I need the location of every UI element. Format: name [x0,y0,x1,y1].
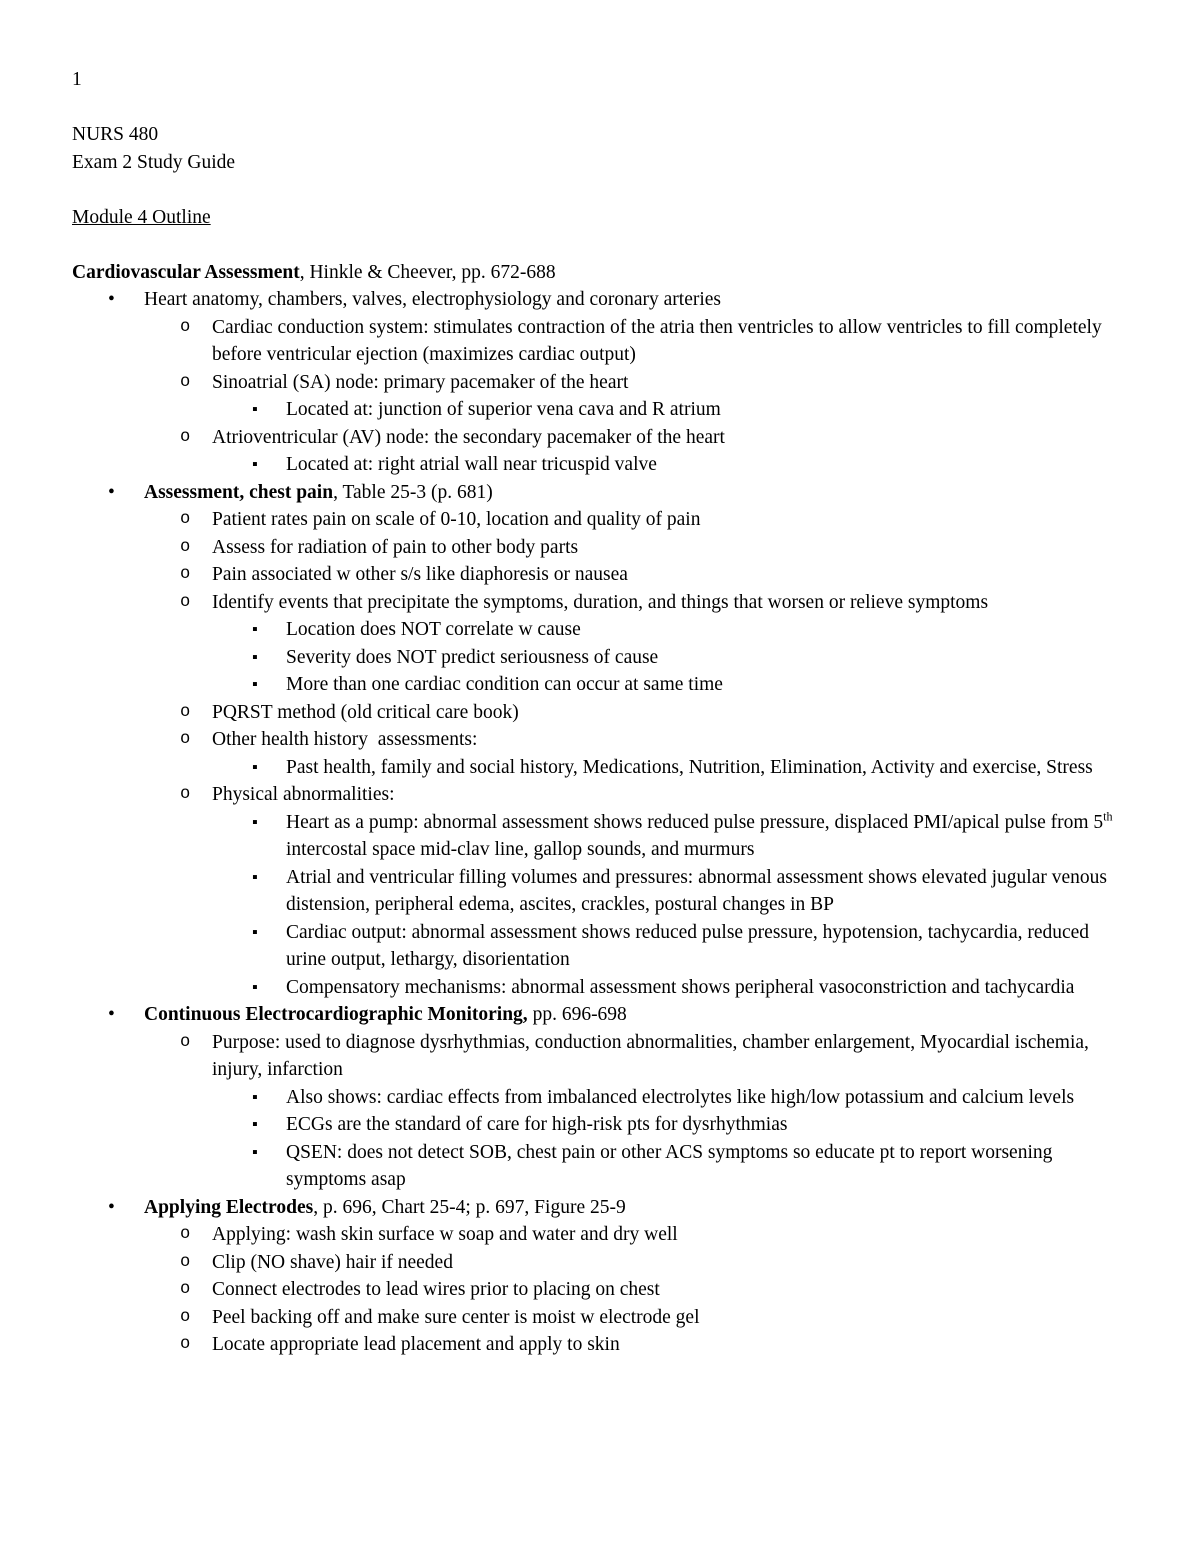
text-run: intercostal space mid-clav line, gallop sounds, and murmurs [286,811,1118,860]
bullet-item-level-3 [72,1084,1130,1112]
text-run: Sinoatrial (SA) node: primary pacemaker of the heart [212,371,629,393]
text-run: ECGs are the standard of care for high-risk pts for dysrhythmias [286,1114,788,1135]
bullet-item-level-3 [72,974,1130,1002]
bullet-item-level-2 [72,534,1130,562]
text-run: Cardiac output: abnormal assessment shows reduced pulse pressure, hypotension, tachycardia, reduced urine output, lethargy, disorientation [286,921,1094,970]
bullet-marker-level-2: o [180,317,191,337]
text-run: Locate appropriate lead placement and apply to skin [212,1334,620,1355]
text-run: Applying: wash skin surface w soap and water and dry well [212,1224,678,1245]
bullet-marker-level-3: ▪ [252,401,258,418]
text-run: PQRST method (old critical care book) [212,701,519,723]
bullet-item-level-3 [72,451,1130,479]
text-run: Heart as a pump: abnormal assessment shows reduced pulse pressure, displaced PMI/apical pulse from 5 [286,811,1104,833]
bullet-marker-level-3: ▪ [252,1143,258,1161]
text-run: Clip (NO shave) hair if needed [212,1251,453,1273]
text-run: pp. 696-698 [527,1004,627,1025]
page-number [72,66,1130,94]
bullet-marker-level-3: ▪ [252,813,258,831]
bullet-marker-level-2: o [180,785,191,804]
bullet-item-level-2 [72,726,1130,754]
bullet-item-level-3 [72,754,1130,782]
bullet-item-level-3 [72,1139,1130,1194]
text-run: Compensatory mechanisms: abnormal assessment shows peripheral vasoconstriction and tachycardia [286,976,1075,998]
text-run: Also shows: cardiac effects from imbalanced electrolytes like high/low potassium and calcium levels [286,1086,1075,1108]
bullet-item-level-3 [72,644,1130,672]
course-code [72,121,1130,149]
bullet-marker-level-2: o [180,1280,191,1299]
bullet-item-level-3 [72,864,1130,919]
text-run: Location does NOT correlate w cause [286,619,581,640]
text-run: , Hinkle & Cheever, pp. 672-688 [299,261,556,283]
bullet-item-level-2 [72,1331,1130,1359]
text-run: Atrial and ventricular filling volumes and pressures: abnormal assessment shows elevated jugular venous distension, peripheral edema, ascites, crackles, postural changes in BP [286,866,1112,915]
bullet-marker-level-2: o [180,1032,191,1052]
text-run: Assess for radiation of pain to other body parts [212,536,579,558]
bullet-marker-level-2: o [180,372,191,392]
bullet-item-level-1 [72,479,1130,507]
bullet-marker-level-1: • [108,481,115,503]
bullet-marker-level-3: ▪ [252,758,258,776]
bullet-marker-level-3: ▪ [252,648,258,666]
text-run: Identify events that precipitate the symptoms, duration, and things that worsen or relieve symptoms [212,591,989,613]
bullet-item-level-2 [72,1249,1130,1277]
bullet-item-level-3 [72,616,1130,644]
text-run: Severity does NOT predict seriousness of cause [286,646,659,668]
text-run: , p. 696, Chart 25-4; p. 697, Figure 25-9 [313,1196,626,1218]
text-run: Assessment, chest pain [144,481,334,503]
bullet-marker-level-2: o [180,510,191,529]
bullet-marker-level-3: ▪ [252,923,258,941]
bullet-item-level-3 [72,809,1130,864]
bullet-marker-level-3: ▪ [252,1088,258,1106]
bullet-marker-level-2: o [180,1307,191,1327]
text-run: Pain associated w other s/s like diaphoresis or nausea [212,564,628,585]
text-run: QSEN: does not detect SOB, chest pain or other ACS symptoms so educate pt to report worsening symptoms asap [286,1141,1058,1190]
bullet-item-level-2 [72,369,1130,397]
text-run: Past health, family and social history, Medications, Nutrition, Elimination, Activity and exercise, Stress [286,756,1093,778]
bullet-marker-level-1: • [108,1004,115,1025]
text-run: , Table 25-3 (p. 681) [333,481,493,503]
bullet-marker-level-3: ▪ [252,1116,258,1133]
bullet-item-level-3 [72,671,1130,699]
bullet-item-level-2 [72,561,1130,589]
text-run: Cardiovascular Assessment [72,261,300,283]
bullet-item-level-2 [72,1304,1130,1332]
bullet-item-level-2 [72,506,1130,534]
bullet-marker-level-2: o [180,702,191,722]
blank-line [72,94,1130,122]
bullet-marker-level-3: ▪ [252,676,258,693]
text-run: More than one cardiac condition can occur at same time [286,674,723,695]
bullet-item-level-2 [72,1276,1130,1304]
text-run: Atrioventricular (AV) node: the secondary pacemaker of the heart [212,426,725,448]
bullet-item-level-2 [72,1221,1130,1249]
text-run: 1 [72,69,82,90]
text-run: Continuous Electrocardiographic Monitoring, [144,1004,528,1025]
bullet-item-level-1 [72,1194,1130,1222]
bullet-item-level-3 [72,1111,1130,1139]
bullet-marker-level-2: o [180,537,191,557]
bullet-item-level-2 [72,424,1130,452]
text-run: Peel backing off and make sure center is moist w electrode gel [212,1306,700,1328]
bullet-item-level-3 [72,919,1130,974]
bullet-marker-level-3: ▪ [252,621,258,638]
bullet-item-level-3 [72,396,1130,424]
text-run: Located at: junction of superior vena cava and R atrium [286,399,721,420]
module-outline-heading [72,204,1130,232]
text-run: Heart anatomy, chambers, valves, electrophysiology and coronary arteries [144,289,722,310]
text-run: Module 4 Outline [72,206,211,228]
bullet-item-level-2 [72,589,1130,617]
bullet-marker-level-2: o [180,1225,191,1244]
text-run: Physical abnormalities: [212,784,395,805]
guide-title [72,149,1130,177]
bullet-marker-level-2: o [180,592,191,612]
text-run: th [1103,809,1113,823]
blank-line [72,176,1130,204]
text-run: NURS 480 [72,124,159,145]
bullet-marker-level-1: • [108,289,115,310]
bullet-marker-level-3: ▪ [252,456,258,473]
text-run: Cardiac conduction system: stimulates contraction of the atria then ventricles to allow ventricles to fill completely before ventricular ejection (maximizes cardiac output) [212,316,1107,365]
text-run: Other health history assessments: [212,729,478,750]
topic-heading [72,259,1130,287]
text-run: Applying Electrodes [144,1196,314,1218]
bullet-marker-level-2: o [180,427,191,447]
text-run: Patient rates pain on scale of 0-10, location and quality of pain [212,509,701,530]
bullet-item-level-2 [72,314,1130,369]
bullet-marker-level-2: o [180,565,191,584]
text-run: Purpose: used to diagnose dysrhythmias, conduction abnormalities, chamber enlargement, Myocardial ischemia, injury, infarction [212,1031,1094,1080]
bullet-marker-level-2: o [180,1252,191,1272]
bullet-marker-level-2: o [180,1335,191,1354]
bullet-item-level-2 [72,699,1130,727]
bullet-marker-level-3: ▪ [252,978,258,996]
bullet-item-level-2 [72,781,1130,809]
bullet-item-level-1 [72,286,1130,314]
text-run: Exam 2 Study Guide [72,151,236,173]
text-run: Located at: right atrial wall near tricuspid valve [286,454,657,475]
blank-line [72,231,1130,259]
bullet-marker-level-3: ▪ [252,868,258,886]
bullet-marker-level-2: o [180,730,191,749]
text-run: Connect electrodes to lead wires prior to placing on chest [212,1279,660,1300]
bullet-marker-level-1: • [108,1196,115,1218]
bullet-item-level-2 [72,1029,1130,1084]
bullet-item-level-1 [72,1001,1130,1029]
